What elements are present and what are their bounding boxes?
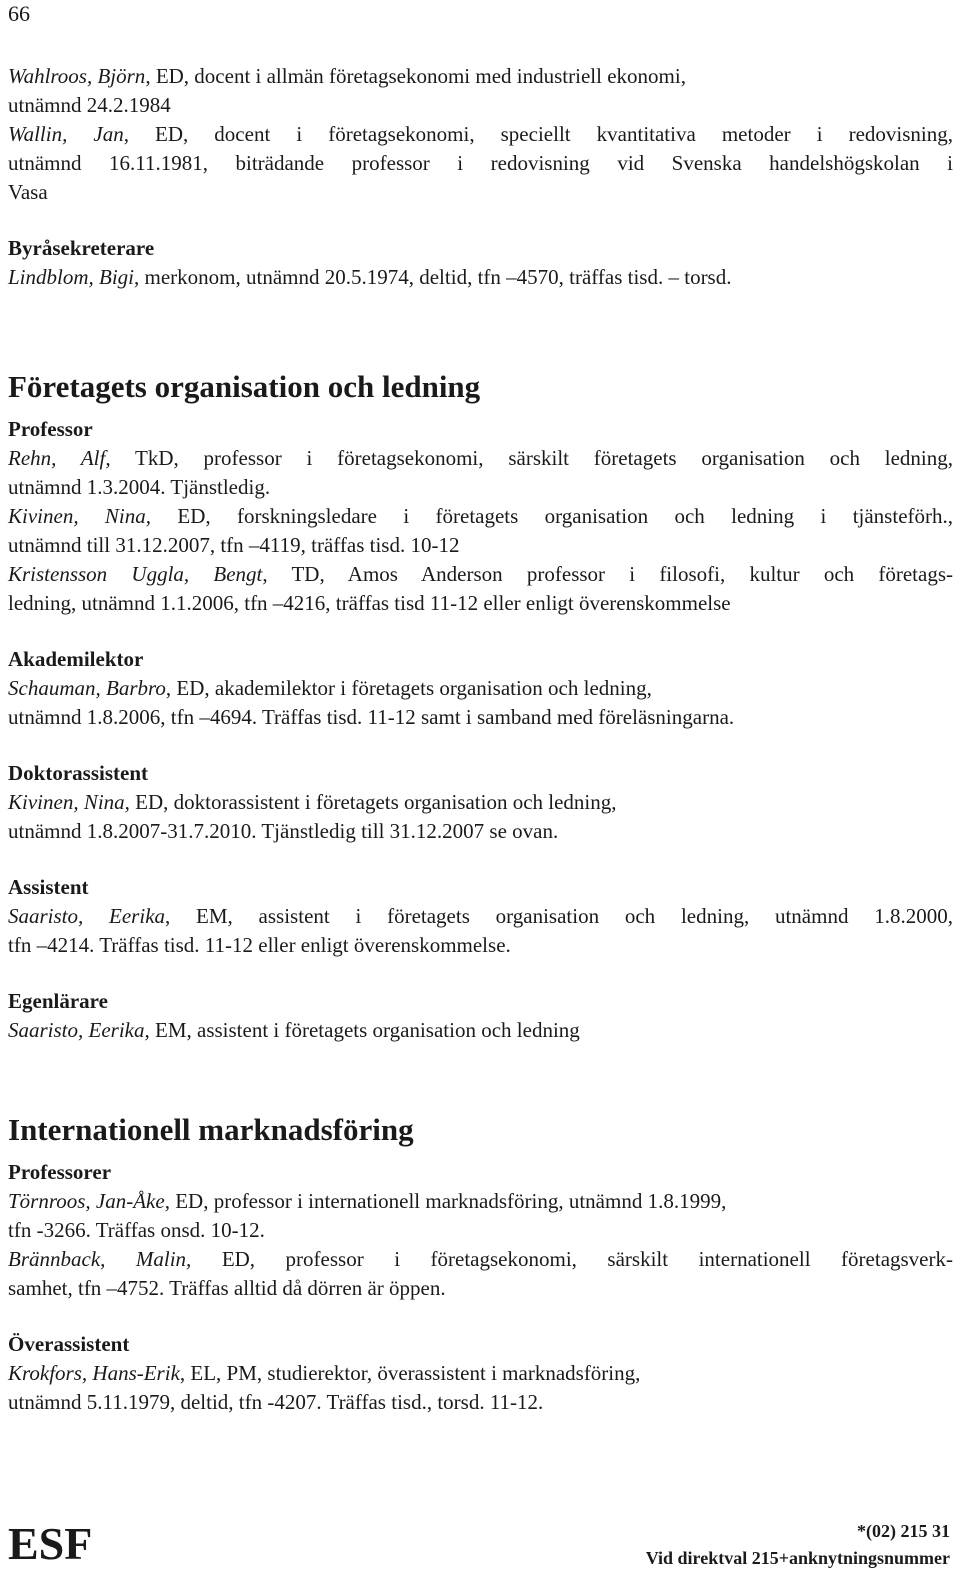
entry-text: ledning, utnämnd 1.1.2006, tfn –4216, träffas tisd 11-12 eller enligt överenskommelse — [8, 591, 731, 615]
entry-line — [8, 560, 953, 589]
person-name: Wallin, Jan — [8, 122, 124, 146]
overassistent-entries — [8, 1359, 953, 1417]
person-name: Lindblom, Bigi — [8, 265, 135, 289]
footer-contact — [646, 1518, 950, 1572]
section-title-organisation: Företagets organisation och ledning — [8, 369, 481, 404]
entry-line — [8, 589, 953, 618]
document-body — [8, 62, 953, 1417]
entry-line — [8, 1274, 953, 1303]
professorer-entries — [8, 1187, 953, 1303]
byrasekreterare-entries — [8, 263, 953, 292]
person-name: Törnroos, Jan-Åke, — [8, 1189, 170, 1213]
entry-line — [8, 1388, 953, 1417]
entry-line — [8, 149, 953, 178]
egenlarare-entries — [8, 1016, 953, 1045]
akademilektor-entries — [8, 674, 953, 732]
entry-line — [8, 502, 953, 531]
entry-text: EM, assistent i företagets organisation och ledning — [149, 1018, 580, 1042]
assistent-entries — [8, 902, 953, 960]
heading-egenlarare: Egenlärare — [8, 989, 108, 1013]
entry-line — [8, 1016, 953, 1045]
heading-overassistent: Överassistent — [8, 1332, 130, 1356]
entry-line — [8, 1187, 953, 1216]
person-name: Kristensson Uggla, Bengt — [8, 562, 263, 586]
heading-byrasekreterare: Byråsekreterare — [8, 236, 155, 260]
doktorassistent-entries — [8, 788, 953, 846]
entry-text: utnämnd 1.3.2004. Tjänstledig. — [8, 475, 271, 499]
person-name: Saaristo, Eerika — [8, 904, 166, 928]
entry-text: ED, forskningsledare i företagets organisation och ledning i tjänsteförh., — [151, 504, 953, 528]
entry-line — [8, 1216, 953, 1245]
entry-line — [8, 444, 953, 473]
entry-text: , EL, PM, studierektor, överassistent i marknadsföring, — [179, 1361, 641, 1385]
entry-text: , merkonom, utnämnd 20.5.1974, deltid, tfn –4570, träffas tisd. – torsd. — [134, 265, 732, 289]
person-name: Wahlroos, Björn — [8, 64, 146, 88]
footer-phone: *(02) 215 31 — [857, 1521, 950, 1541]
entry-text: ED, professor i internationell marknadsföring, utnämnd 1.8.1999, — [169, 1189, 727, 1213]
entry-text: TkD, professor i företagsekonomi, särskilt företagets organisation och ledning, — [110, 446, 953, 470]
entry-text: samhet, tfn –4752. Träffas alltid då dörren är öppen. — [8, 1276, 446, 1300]
entry-line — [8, 817, 953, 846]
entry-line — [8, 703, 953, 732]
page-number: 66 — [8, 1, 30, 26]
heading-doktorassistent: Doktorassistent — [8, 761, 148, 785]
heading-akademilektor: Akademilektor — [8, 647, 144, 671]
entry-line — [8, 91, 953, 120]
entry-line — [8, 178, 953, 207]
footer-logo-text: ESF — [8, 1518, 93, 1569]
entry-text: ED, doktorassistent i företagets organisation och ledning, — [129, 790, 617, 814]
person-name: Kivinen, Nina, — [8, 504, 152, 528]
entry-line — [8, 902, 953, 931]
section-title-marknadsforing: Internationell marknadsföring — [8, 1112, 414, 1147]
person-name: Kivinen, Nina, — [8, 790, 130, 814]
entry-line — [8, 263, 953, 292]
entry-text: Vasa — [8, 180, 48, 204]
entry-text: tfn -3266. Träffas onsd. 10-12. — [8, 1218, 265, 1242]
entry-text: tfn –4214. Träffas tisd. 11-12 eller enligt överenskommelse. — [8, 933, 511, 957]
professor-entries — [8, 444, 953, 618]
entry-text: , ED, docent i företagsekonomi, speciellt kvantitativa metoder i redovisning, — [123, 122, 953, 146]
entry-line — [8, 531, 953, 560]
entry-text: utnämnd 24.2.1984 — [8, 93, 171, 117]
person-name: Brännback, Malin, — [8, 1247, 192, 1271]
entry-line — [8, 62, 953, 91]
entry-text: , EM, assistent i företagets organisation och ledning, utnämnd 1.8.2000, — [165, 904, 953, 928]
heading-professor: Professor — [8, 417, 93, 441]
entry-text: utnämnd 5.11.1979, deltid, tfn -4207. Träffas tisd., torsd. 11-12. — [8, 1390, 544, 1414]
entry-text: utnämnd till 31.12.2007, tfn –4119, träffas tisd. 10-12 — [8, 533, 460, 557]
person-name: Schauman, Barbro — [8, 676, 166, 700]
entry-text: utnämnd 16.11.1981, biträdande professor i redovisning vid Svenska handelshögskolan i — [8, 151, 953, 175]
entry-text: , TD, Amos Anderson professor i filosofi, kultur och företags- — [262, 562, 954, 586]
entry-line — [8, 1359, 953, 1388]
person-name: Saaristo, Eerika, — [8, 1018, 150, 1042]
heading-professorer: Professorer — [8, 1160, 112, 1184]
entry-line — [8, 473, 953, 502]
footer-direct-dial: Vid direktval 215+anknytningsnummer — [645, 1548, 950, 1568]
entry-line — [8, 120, 953, 149]
entry-text: utnämnd 1.8.2007-31.7.2010. Tjänstledig till 31.12.2007 se ovan. — [8, 819, 559, 843]
entry-line — [8, 931, 953, 960]
entry-text: , ED, docent i allmän företagsekonomi med industriell ekonomi, — [145, 64, 686, 88]
person-name: Krokfors, Hans-Erik — [8, 1361, 180, 1385]
person-name: Rehn, Alf, — [8, 446, 111, 470]
entry-text: ED, professor i företagsekonomi, särskilt internationell företagsverk- — [191, 1247, 953, 1271]
entry-line — [8, 1245, 953, 1274]
heading-assistent: Assistent — [8, 875, 89, 899]
entry-line — [8, 674, 953, 703]
entry-line — [8, 788, 953, 817]
entry-text: utnämnd 1.8.2006, tfn –4694. Träffas tisd. 11-12 samt i samband med föreläsningarna. — [8, 705, 735, 729]
entry-text: , ED, akademilektor i företagets organisation och ledning, — [165, 676, 652, 700]
intro-entries — [8, 62, 953, 207]
